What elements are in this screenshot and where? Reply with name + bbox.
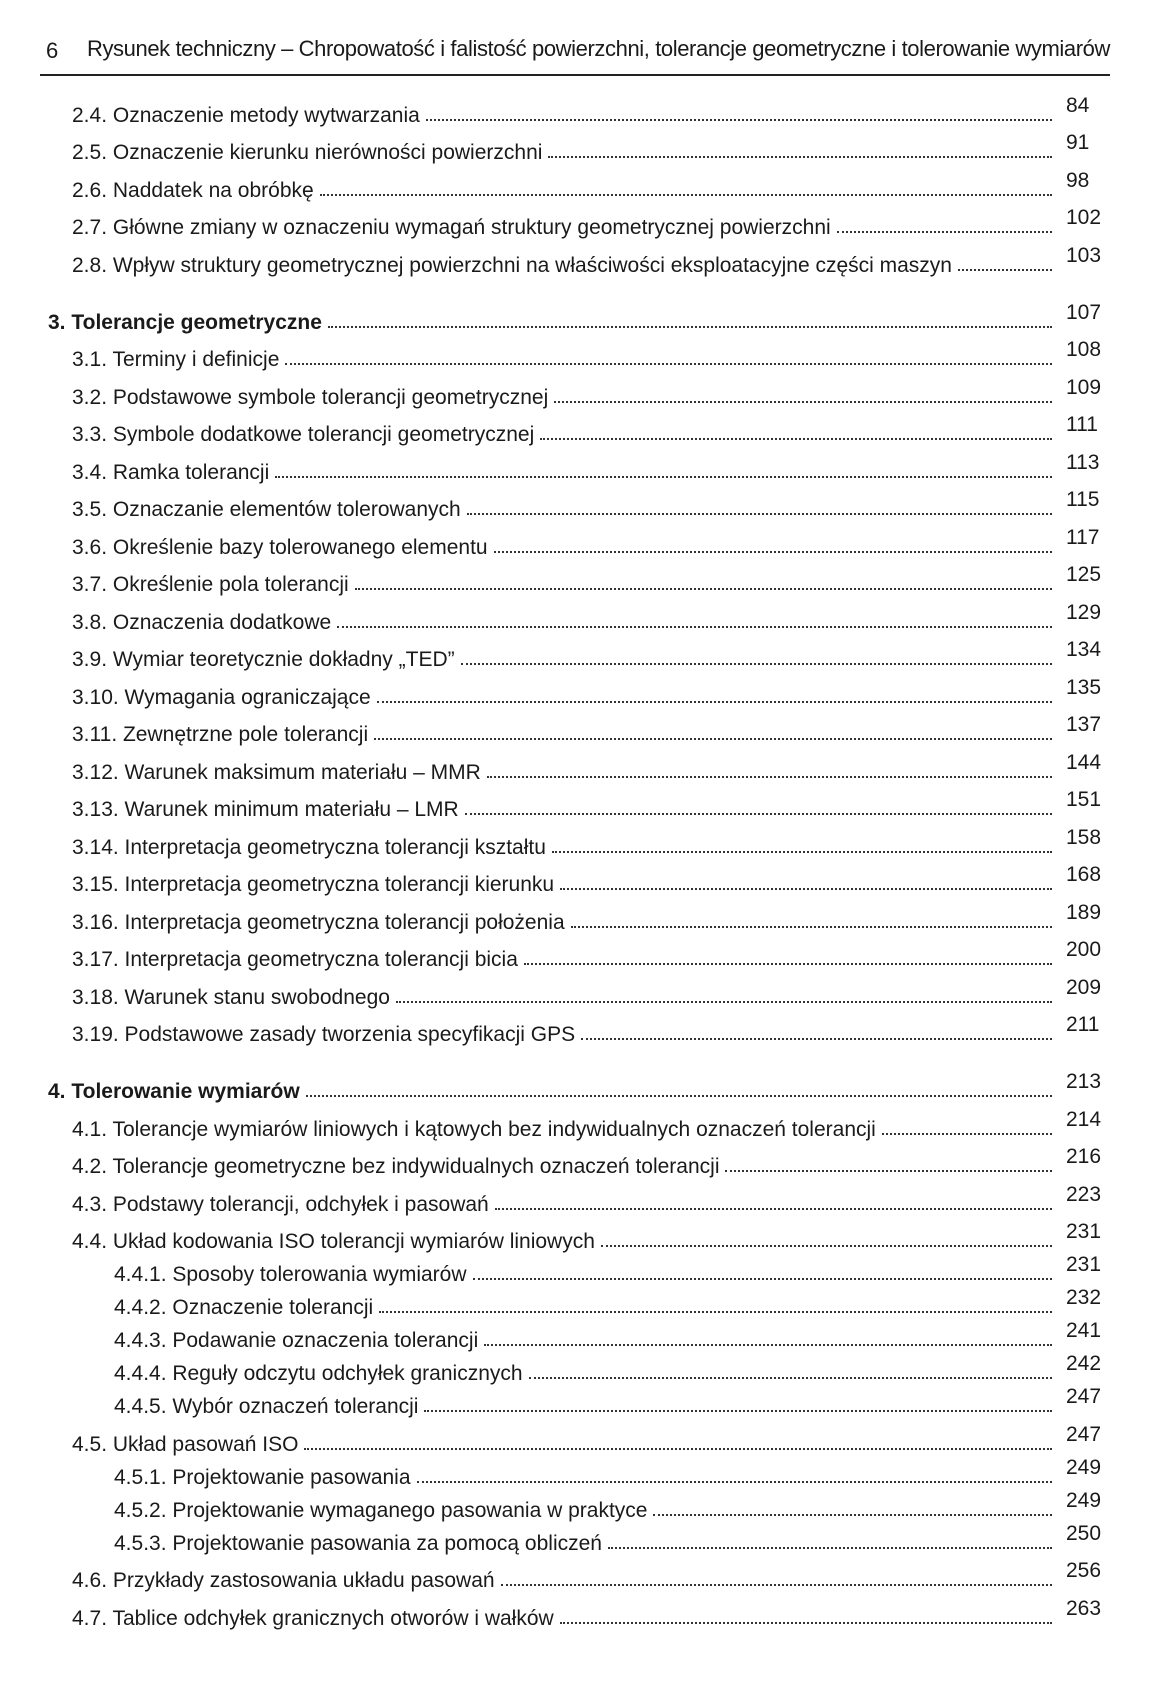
dot-leader xyxy=(560,1622,1052,1624)
toc-entry-page: 249 xyxy=(1066,1488,1102,1512)
dot-leader xyxy=(426,119,1052,121)
dot-leader xyxy=(552,851,1052,853)
toc-entry-page: 223 xyxy=(1066,1182,1102,1206)
toc-entry-label: 4.1. Tolerancje wymiarów liniowych i kątowych bez indywidualnych oznaczeń tolerancji xyxy=(72,1117,876,1141)
page-header xyxy=(40,30,1110,76)
dot-leader xyxy=(653,1514,1052,1516)
toc-entry-label: 3. Tolerancje geometryczne xyxy=(48,310,322,334)
dot-leader xyxy=(355,588,1052,590)
toc-entry-label: 4.5. Układ pasowań ISO xyxy=(72,1432,299,1456)
toc-entry-label: 3.15. Interpretacja geometryczna tolerancji kierunku xyxy=(72,873,555,896)
toc-entry-label: 4.5.2. Projektowanie wymaganego pasowania w praktyce xyxy=(114,1498,648,1522)
toc-entry-page: 168 xyxy=(1066,863,1102,886)
dot-leader xyxy=(473,1278,1052,1280)
dot-leader xyxy=(461,663,1052,665)
toc-entry xyxy=(48,1419,1110,1457)
dot-leader xyxy=(304,1448,1052,1450)
toc-entry-page: 134 xyxy=(1066,638,1102,661)
dot-leader xyxy=(417,1481,1052,1483)
dot-leader xyxy=(484,1344,1052,1346)
toc-entry-label: 3.6. Określenie bazy tolerowanego elementu xyxy=(72,535,488,559)
toc-entry-page: 115 xyxy=(1066,488,1100,511)
toc-entry-label: 4.5.3. Projektowanie pasowania za pomocą obliczeń xyxy=(114,1531,602,1555)
toc-entry-label: 3.3. Symbole dodatkowe tolerancji geometrycznej xyxy=(72,423,535,446)
toc-entry-page: 241 xyxy=(1066,1319,1102,1342)
dot-leader xyxy=(581,1038,1052,1040)
toc-entry xyxy=(48,1217,1110,1255)
dot-leader xyxy=(524,963,1052,965)
dot-leader xyxy=(494,551,1052,553)
toc-entry xyxy=(48,1490,1110,1523)
dot-leader xyxy=(529,1377,1052,1379)
toc-entry xyxy=(48,560,1110,598)
toc-entry xyxy=(48,860,1110,898)
dot-leader xyxy=(495,1208,1052,1210)
toc-entry-label: 4.4.3. Podawanie oznaczenia tolerancji xyxy=(114,1329,479,1352)
toc-entry-label: 3.17. Interpretacja geometryczna tolerancji bicia xyxy=(72,948,518,971)
toc-entry-label: 3.16. Interpretacja geometryczna tolerancji położenia xyxy=(72,910,565,934)
dot-leader xyxy=(540,438,1052,440)
toc-entry-label: 4.4.5. Wybór oznaczeń tolerancji xyxy=(114,1395,419,1418)
dot-leader xyxy=(554,401,1052,403)
dot-leader xyxy=(837,231,1052,233)
dot-leader xyxy=(374,738,1052,740)
toc-entry xyxy=(48,1353,1110,1386)
toc-entry-page: 232 xyxy=(1066,1286,1102,1309)
toc-entry-page: 151 xyxy=(1066,788,1102,811)
toc-entry-page: 214 xyxy=(1066,1107,1102,1131)
toc-entry-label: 3.11. Zewnętrzne pole tolerancji xyxy=(72,723,369,746)
toc-entry-label: 3.10. Wymagania ograniczające xyxy=(72,685,371,709)
toc-entry-page: 107 xyxy=(1066,300,1102,324)
dot-leader xyxy=(501,1584,1052,1586)
dot-leader xyxy=(487,776,1052,778)
toc-entry-page: 125 xyxy=(1066,563,1102,586)
toc-entry xyxy=(48,597,1110,635)
toc-entry-label: 4.2. Tolerancje geometryczne bez indywidualnych oznaczeń tolerancji xyxy=(72,1155,720,1178)
dot-leader xyxy=(560,888,1052,890)
toc-entry-label: 4.4. Układ kodowania ISO tolerancji wymiarów liniowych xyxy=(72,1230,595,1253)
toc-entry-label: 3.7. Określenie pola tolerancji xyxy=(72,573,349,596)
toc-entry-page: 135 xyxy=(1066,675,1102,699)
toc-entry-label: 3.12. Warunek maksimum materiału – MMR xyxy=(72,760,481,784)
dot-leader xyxy=(882,1133,1052,1135)
dot-leader xyxy=(958,269,1052,271)
toc-entry-page: 249 xyxy=(1066,1455,1102,1479)
toc-entry xyxy=(48,897,1110,935)
toc-entry-label: 3.4. Ramka tolerancji xyxy=(72,460,270,484)
dot-leader xyxy=(337,626,1052,628)
toc-entry-page: 137 xyxy=(1066,713,1102,736)
toc-entry-page: 102 xyxy=(1066,206,1102,229)
toc-entry-page: 231 xyxy=(1066,1220,1102,1243)
toc-entry-label: 3.9. Wymiar teoretycznie dokładny „TED” xyxy=(72,648,455,671)
dot-leader xyxy=(571,926,1052,928)
toc-chapter-entry xyxy=(48,298,1110,335)
toc-entry xyxy=(48,240,1110,278)
toc-entry-page: 263 xyxy=(1066,1596,1102,1620)
toc-entry-page: 250 xyxy=(1066,1521,1102,1545)
toc-entry-page: 117 xyxy=(1066,525,1100,549)
toc-entry-page: 211 xyxy=(1066,1013,1100,1036)
toc-entry xyxy=(48,410,1110,448)
dot-leader xyxy=(306,1095,1052,1097)
page-number: 6 xyxy=(46,38,59,63)
toc-entry-label: 4.4.1. Sposoby tolerowania wymiarów xyxy=(114,1263,467,1286)
toc-entry xyxy=(48,710,1110,748)
toc-entry-label: 4.5.1. Projektowanie pasowania xyxy=(114,1465,411,1489)
toc-entry-label: 4.3. Podstawy tolerancji, odchyłek i pasowań xyxy=(72,1192,489,1216)
running-title: Rysunek techniczny – Chropowatość i falistość powierzchni, tolerancje geometryczne i tolerowanie wymiarów xyxy=(86,36,1110,61)
dot-leader xyxy=(548,156,1052,158)
toc-entry-page: 200 xyxy=(1066,938,1102,961)
toc-entry xyxy=(48,522,1110,560)
toc-entry-page: 144 xyxy=(1066,750,1102,774)
toc-entry-label: 4.4.4. Reguły odczytu odchyłek granicznych xyxy=(114,1362,523,1385)
toc-entry xyxy=(48,1287,1110,1320)
toc-entry-label: 3.1. Terminy i definicje xyxy=(72,348,280,371)
toc-entry-page: 109 xyxy=(1066,375,1102,399)
toc-entry xyxy=(48,447,1110,485)
toc-entry xyxy=(48,165,1110,203)
dot-leader xyxy=(379,1311,1052,1313)
dot-leader xyxy=(328,326,1052,328)
toc-entry xyxy=(48,822,1110,860)
toc-entry-label: 4.7. Tablice odchyłek granicznych otworów i wałków xyxy=(72,1606,554,1630)
toc-entry-label: 3.5. Oznaczanie elementów tolerowanych xyxy=(72,498,461,521)
toc-entry-label: 4.4.2. Oznaczenie tolerancji xyxy=(114,1296,374,1319)
toc-entry-label: 3.18. Warunek stanu swobodnego xyxy=(72,985,390,1009)
toc-entry xyxy=(48,747,1110,785)
toc-entry xyxy=(48,785,1110,823)
toc-entry-page: 103 xyxy=(1066,243,1102,267)
toc-entry-page: 256 xyxy=(1066,1559,1102,1582)
toc-entry-label: 2.8. Wpływ struktury geometrycznej powierzchni na właściwości eksploatacyjne części maszyn xyxy=(72,253,952,277)
toc-chapter-entry xyxy=(48,1067,1110,1104)
toc-entry-label: 4. Tolerowanie wymiarów xyxy=(48,1080,300,1103)
toc-entry-label: 3.8. Oznaczenia dodatkowe xyxy=(72,610,332,634)
toc-entry xyxy=(48,372,1110,410)
toc-entry-page: 129 xyxy=(1066,600,1102,624)
toc-entry xyxy=(48,672,1110,710)
dot-leader xyxy=(377,701,1052,703)
dot-leader xyxy=(320,194,1052,196)
toc-entry xyxy=(48,935,1110,973)
toc-entry xyxy=(48,90,1110,128)
toc-entry-page: 216 xyxy=(1066,1145,1102,1168)
toc-entry-page: 91 xyxy=(1066,131,1090,154)
toc-entry xyxy=(48,203,1110,241)
toc-entry-page: 213 xyxy=(1066,1070,1102,1093)
dot-leader xyxy=(396,1001,1052,1003)
toc-entry xyxy=(48,1593,1110,1631)
toc-entry-page: 231 xyxy=(1066,1253,1102,1276)
toc-entry xyxy=(48,1556,1110,1594)
toc-entry-page: 209 xyxy=(1066,975,1102,999)
toc-entry xyxy=(48,1142,1110,1180)
toc-entry-label: 2.4. Oznaczenie metody wytwarzania xyxy=(72,103,420,127)
toc-entry-label: 2.7. Główne zmiany w oznaczeniu wymagań struktury geometrycznej powierzchni xyxy=(72,216,831,239)
toc-entry-page: 84 xyxy=(1066,93,1090,117)
toc-entry xyxy=(48,1104,1110,1142)
table-of-contents xyxy=(48,90,1110,1631)
toc-entry xyxy=(48,485,1110,523)
toc-entry-label: 3.19. Podstawowe zasady tworzenia specyfikacji GPS xyxy=(72,1023,576,1046)
toc-entry-page: 189 xyxy=(1066,900,1102,924)
toc-entry xyxy=(48,1179,1110,1217)
toc-entry xyxy=(48,1320,1110,1353)
toc-entry-page: 242 xyxy=(1066,1352,1102,1375)
dot-leader xyxy=(465,813,1052,815)
toc-entry-page: 111 xyxy=(1066,413,1098,436)
toc-entry-page: 98 xyxy=(1066,168,1090,192)
toc-entry-label: 4.6. Przykłady zastosowania układu pasowań xyxy=(72,1569,495,1592)
dot-leader xyxy=(601,1245,1052,1247)
toc-entry-page: 247 xyxy=(1066,1422,1102,1446)
toc-entry-label: 3.13. Warunek minimum materiału – LMR xyxy=(72,798,459,821)
toc-entry-label: 3.2. Podstawowe symbole tolerancji geometrycznej xyxy=(72,385,549,409)
toc-entry-page: 108 xyxy=(1066,338,1102,361)
toc-entry-page: 247 xyxy=(1066,1385,1102,1408)
dot-leader xyxy=(275,476,1052,478)
dot-leader xyxy=(285,363,1052,365)
toc-entry xyxy=(48,335,1110,373)
toc-entry xyxy=(48,972,1110,1010)
toc-entry xyxy=(48,1523,1110,1556)
toc-entry xyxy=(48,635,1110,673)
toc-entry xyxy=(48,1254,1110,1287)
dot-leader xyxy=(467,513,1052,515)
toc-entry-label: 2.6. Naddatek na obróbkę xyxy=(72,178,314,202)
dot-leader xyxy=(424,1410,1052,1412)
toc-entry xyxy=(48,1457,1110,1490)
dot-leader xyxy=(608,1547,1052,1549)
toc-entry-label: 3.14. Interpretacja geometryczna tolerancji kształtu xyxy=(72,835,546,859)
toc-entry-page: 113 xyxy=(1066,450,1100,474)
toc-entry xyxy=(48,1010,1110,1048)
toc-entry xyxy=(48,128,1110,166)
toc-entry-page: 158 xyxy=(1066,825,1102,849)
toc-entry-label: 2.5. Oznaczenie kierunku nierówności powierzchni xyxy=(72,141,543,164)
dot-leader xyxy=(725,1170,1052,1172)
toc-entry xyxy=(48,1386,1110,1419)
